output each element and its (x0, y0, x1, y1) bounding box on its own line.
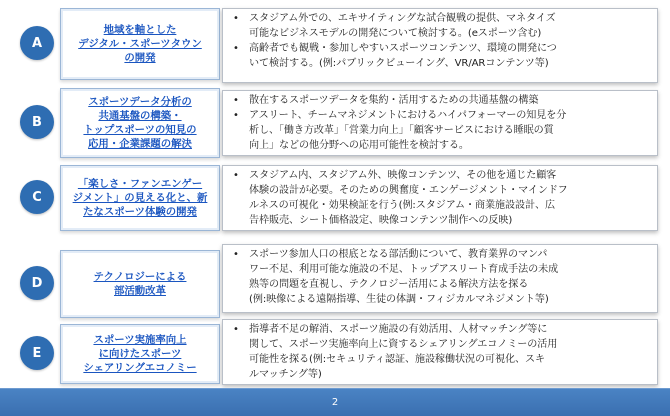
topic-title-line: テクノロジーによる (93, 271, 187, 283)
bullet-text-line: 可能性を探る(例:セキュリティ認証、施設稼働状況の可視化、スキ (249, 354, 545, 365)
topic-title-line: シェアリングエコノミー (83, 362, 197, 374)
description-bullet (223, 247, 657, 307)
bullet-text-line: ルネスの可視化・効果検証を行う(例:スタジアム・商業施設設計、広 (249, 200, 555, 211)
description-bullet (223, 11, 657, 41)
topic-description (222, 165, 658, 231)
topic-title-line: 応用・企業課題の解決 (88, 138, 192, 150)
description-bullet (223, 93, 657, 108)
topic-title-line: トップスポーツの知見の (83, 124, 197, 136)
topic-title-line: の開発 (124, 52, 156, 64)
bullet-dot-icon: • (233, 324, 239, 335)
topic-title-link[interactable] (60, 250, 220, 318)
bullet-dot-icon: • (233, 13, 239, 24)
topic-description (222, 319, 658, 385)
topic-description (222, 244, 658, 313)
topic-title-line: 部活動改革 (114, 285, 166, 297)
topic-title-line: 共通基盤の構築・ (98, 110, 182, 122)
topic-letter-badge: C (20, 180, 54, 214)
topic-letter-badge: B (20, 105, 54, 139)
bullet-text-line: 熟等の問題を直視し、テクノロジー活用による解決方法を探る (249, 279, 529, 290)
topic-title-line: ジメント」の見える化と、新 (72, 192, 208, 204)
bullet-text-line: 高齢者でも観戦・参加しやすいスポーツコンテンツ、環境の開発につ (249, 43, 557, 54)
bullet-text-line: ワー不足、利用可能な施設の不足、トップアスリート育成手法の未成 (249, 264, 559, 275)
bullet-text-line: 告枠販売、シート価格設定、映像コンテンツ制作への反映) (249, 215, 513, 226)
topic-title-line: に向けたスポーツ (98, 348, 182, 360)
description-bullet (223, 108, 657, 153)
topic-title-line: スポーツデータ分析の (88, 96, 192, 108)
bullet-text-line: (例:映像による遠隔指導、生徒の体調・フィジカルマネジメント等) (249, 294, 549, 305)
bullet-text-line: 散在するスポーツデータを集約・活用するための共通基盤の構築 (249, 95, 539, 106)
bullet-text-line: スタジアム内、スタジアム外、映像コンテンツ、その他を通じた顧客 (249, 170, 557, 181)
bullet-text-line: いて検討する。(例:パブリックビューイング、VR/ARコンテンツ等) (249, 58, 549, 69)
footer-bar (0, 389, 670, 416)
topic-title-line: デジタル・スポーツタウン (78, 38, 202, 50)
topic-letter-badge: D (20, 266, 54, 300)
topic-title-link[interactable] (60, 8, 220, 80)
topic-description (222, 8, 658, 83)
bullet-dot-icon: • (233, 43, 239, 54)
topic-title-line: たなスポーツ体験の開発 (83, 206, 197, 218)
bullet-text-line: 体験の設計が必要。そのための興奮度・エンゲージメント・マインドフ (249, 185, 568, 196)
bullet-text-line: アスリート、チームマネジメントにおけるハイパフォーマーの知見を分 (249, 110, 567, 121)
topic-title-line: 「楽しさ・ファンエンゲー (77, 178, 203, 190)
topic-title-link[interactable] (60, 88, 220, 158)
topic-title-line: スポーツ実施率向上 (93, 334, 187, 346)
bullet-dot-icon: • (233, 110, 239, 121)
topic-title-link[interactable] (60, 165, 220, 231)
topic-title-line: 地域を軸とした (103, 24, 177, 36)
description-bullet (223, 168, 657, 228)
bullet-dot-icon: • (233, 95, 239, 106)
bullet-text-line: スタジアム外での、エキサイティングな試合観戦の提供、マネタイズ (249, 13, 556, 24)
description-bullet (223, 322, 657, 382)
bullet-text-line: 析し、「働き方改革」「営業力向上」「顧客サービスにおける睡眠の質 (249, 125, 554, 136)
topic-title-link[interactable] (60, 324, 220, 384)
bullet-dot-icon: • (233, 249, 239, 260)
topic-description (222, 90, 658, 156)
bullet-text-line: ルマッチング等) (249, 369, 322, 380)
bullet-text-line: 可能なビジネスモデルの開発について検討する。(eスポーツ含む) (249, 28, 542, 39)
description-bullet (223, 41, 657, 71)
bullet-dot-icon: • (233, 170, 239, 181)
topic-letter-badge: E (20, 336, 54, 370)
bullet-text-line: スポーツ参加人口の根底となる部活動について、教育業界のマンパ (249, 249, 548, 260)
bullet-text-line: 関して、スポーツ実施率向上に資するシェアリングエコノミーの活用 (249, 339, 558, 350)
bullet-text-line: 指導者不足の解消、スポーツ施設の有効活用、人材マッチング等に (249, 324, 548, 335)
page-number: 2 (331, 397, 339, 408)
bullet-text-line: 向上」などの他分野への応用可能性を検討する。 (249, 140, 469, 151)
topic-letter-badge: A (20, 26, 54, 60)
